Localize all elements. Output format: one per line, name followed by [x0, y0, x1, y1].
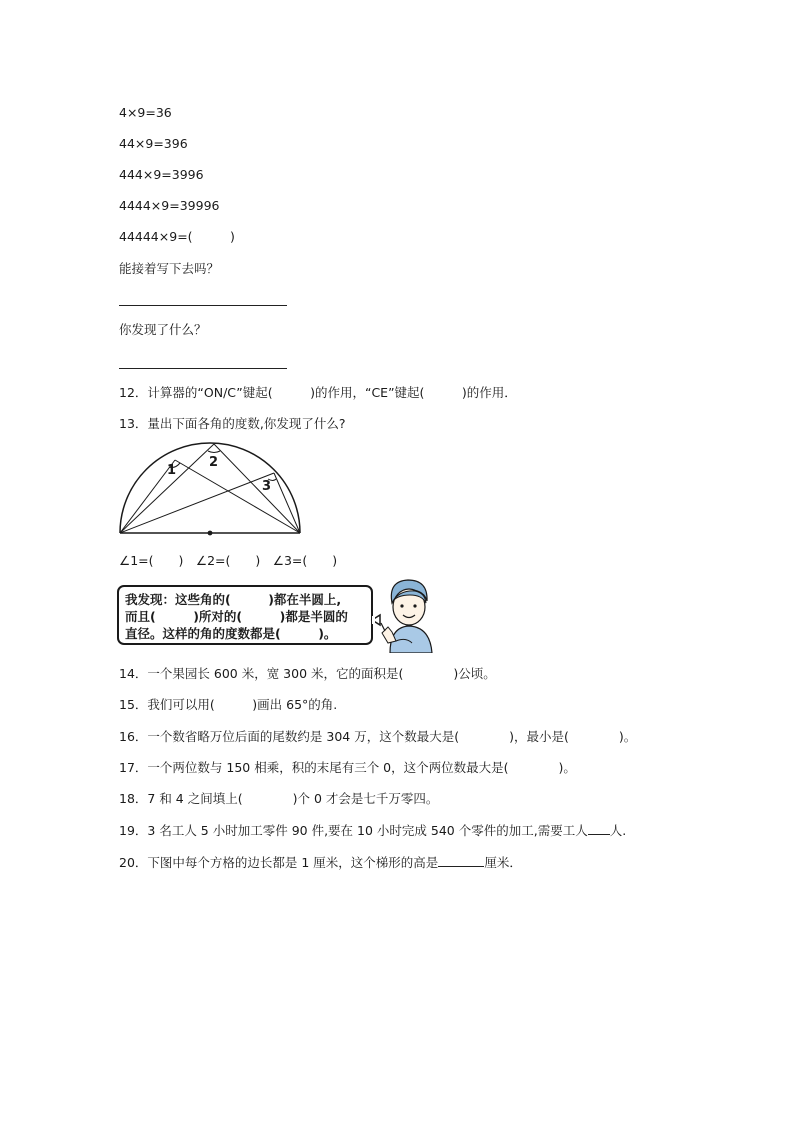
answer-rule-1	[119, 305, 287, 306]
question-12: 12．计算器的“ON/C”键起( )的作用，“CE”键起( )的作用．	[119, 385, 517, 400]
bubble-line-1: 我发现：这些角的( )都在半圆上,	[125, 592, 342, 607]
question-continue: 能接着写下去吗？	[119, 261, 220, 276]
question-20-unit: 厘米．	[484, 855, 522, 870]
question-14: 14．一个果园长 600 米，宽 300 米，它的面积是( )公顷。	[119, 666, 496, 681]
angle-label-3: 3	[262, 479, 272, 494]
question-19	[119, 822, 626, 839]
question-20	[119, 854, 522, 871]
question-18: 18．7 和 4 之间填上( )个 0 才会是七千万零四。	[119, 791, 439, 806]
question-16: 16．一个数省略万位后面的尾数约是 304 万，这个数最大是( )，最小是( )。	[119, 729, 637, 744]
bubble-line-2: 而且( )所对的( )都是半圆的	[125, 609, 348, 624]
pattern-line-1: 4×9=36	[119, 105, 172, 120]
question-20-blank	[438, 854, 484, 867]
pattern-line-3: 444×9=3996	[119, 167, 204, 182]
question-19-blank	[588, 822, 610, 835]
semicircle-figure	[116, 440, 306, 540]
question-20-text: 20．下图中每个方格的边长都是 1 厘米，这个梯形的高是	[119, 855, 439, 870]
center-point	[208, 531, 213, 536]
pattern-line-2: 44×9=396	[119, 136, 188, 151]
question-13-title: 13．量出下面各角的度数,你发现了什么?	[119, 416, 346, 431]
angle-label-1: 1	[167, 463, 177, 478]
question-19-unit: 人.	[609, 823, 627, 838]
pattern-line-5: 44444×9=( )	[119, 229, 235, 244]
answer-rule-2	[119, 368, 287, 369]
question-17: 17．一个两位数与 150 相乘，积的末尾有三个 0，这个两位数最大是( )。	[119, 760, 576, 775]
angle-answers: ∠1=( ) ∠2=( ) ∠3=( )	[119, 553, 338, 568]
question-discover: 你发现了什么？	[119, 322, 207, 337]
bubble-line-3: 直径。这样的角的度数都是( )。	[125, 626, 337, 641]
boy-illustration	[370, 575, 440, 653]
question-19-text: 19．3 名工人 5 小时加工零件 90 件,要在 10 小时完成 540 个零件的加工,需要工人	[119, 823, 588, 838]
speech-bubble	[117, 585, 373, 645]
pattern-line-4: 4444×9=39996	[119, 198, 220, 213]
angle-label-2: 2	[209, 455, 219, 470]
question-15: 15．我们可以用( )画出 65°的角.	[119, 697, 338, 712]
